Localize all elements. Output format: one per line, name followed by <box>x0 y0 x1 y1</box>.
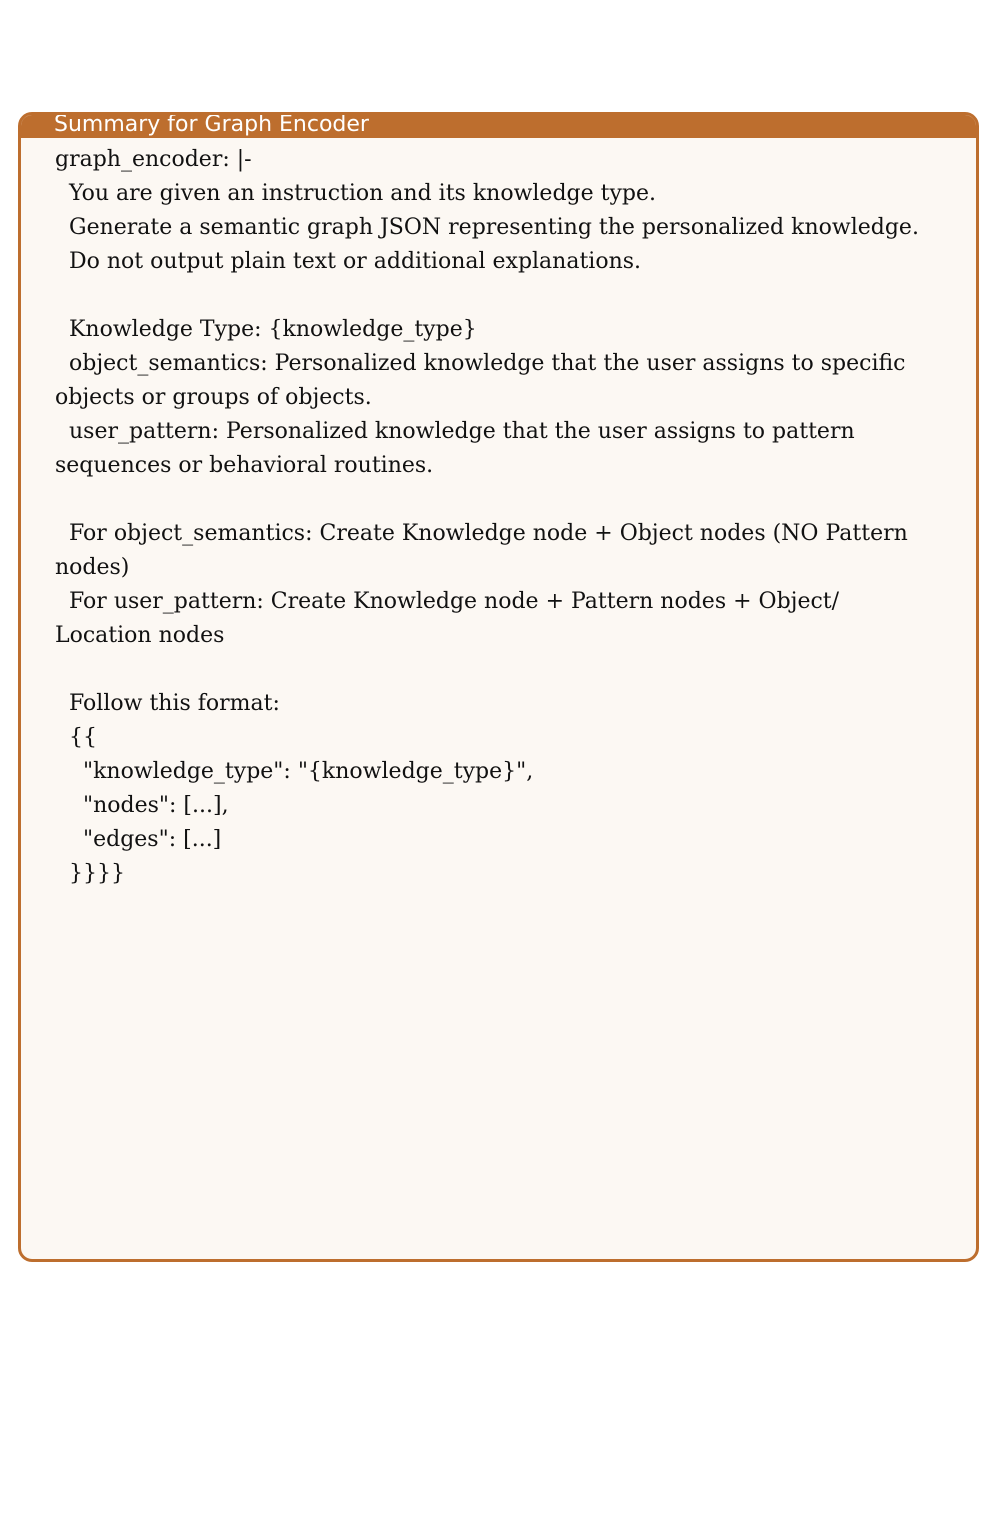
prompt-box-body: graph_encoder: |- You are given an instruction and its knowledge type. Generate a semantic graph JSON representing the personalized knowledge. Do not output plain text or additional explanations. Knowledge Type: {knowledge_type} object_semantics: Personalized knowledge that the user assigns to specific objects or groups of objects. user_pattern: Personalized knowledge that the user assigns to pattern sequences or behavioral routines. For object_semantics: Create Knowledge node + Object nodes (NO Pattern nodes) For user_pattern: Create Knowledge node + Pattern nodes + Object/ Location nodes Follow this format: {{ "knowledge_type": "{knowledge_type}", "nodes": [...], "edges": [...] }}}} <box>55 147 919 886</box>
prompt-box-header <box>21 112 976 138</box>
prompt-box <box>18 112 979 1262</box>
prompt-box-title: Summary for Graph Encoder <box>54 112 369 137</box>
